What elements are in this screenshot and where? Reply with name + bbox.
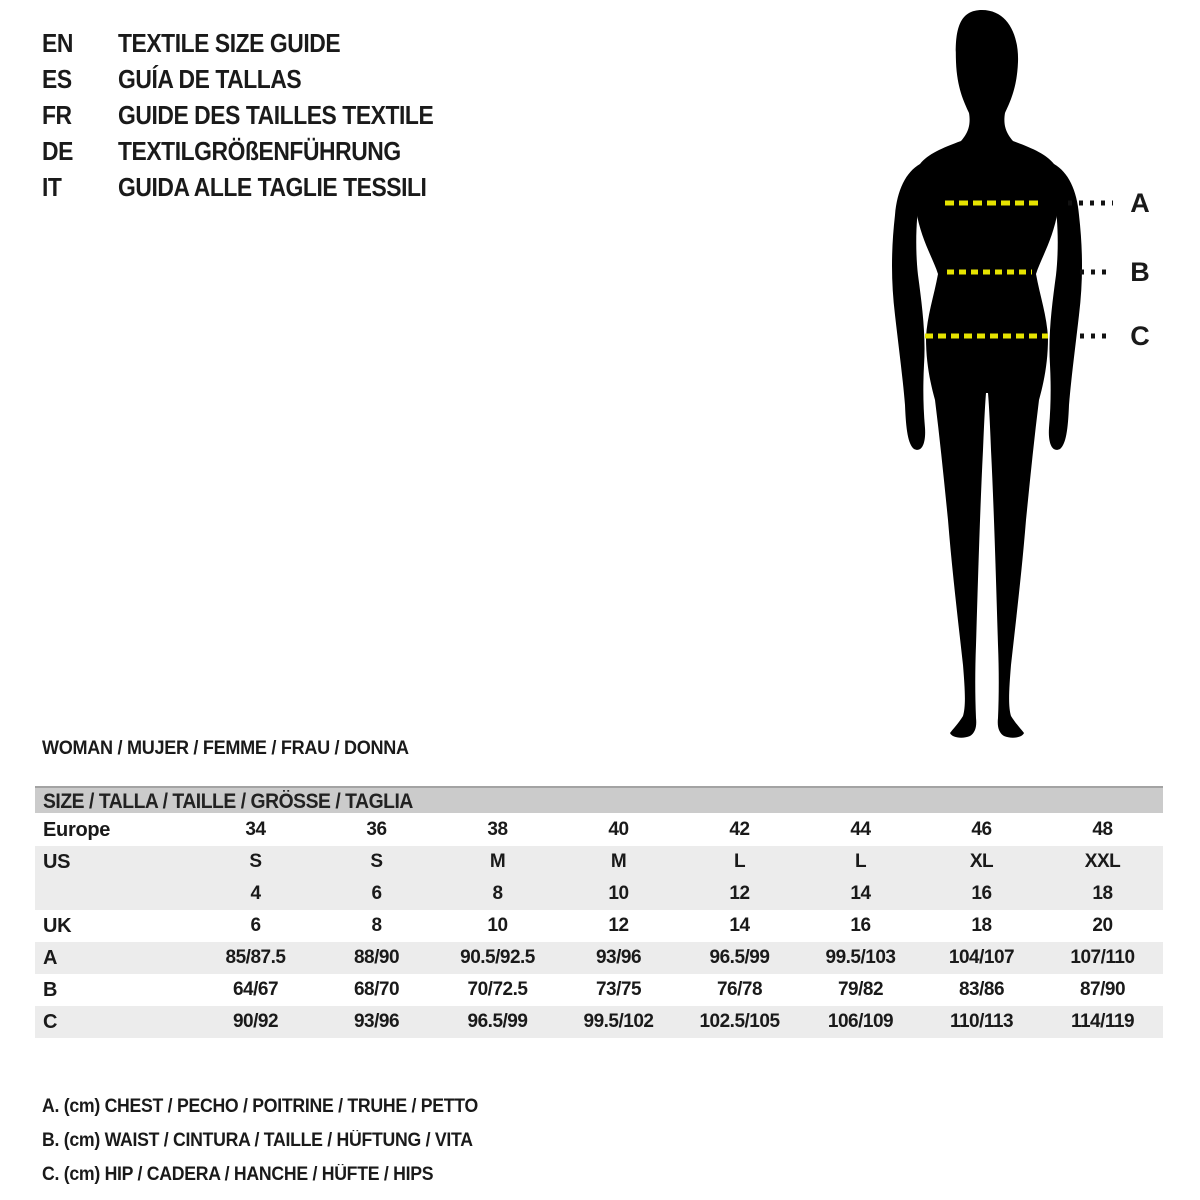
table-cell: 48	[1092, 819, 1113, 840]
legend-waist: B. (cm) WAIST / CINTURA / TAILLE / HÜFTUNG / VITA	[42, 1130, 473, 1151]
language-code: EN	[42, 28, 73, 58]
table-cell: 107/110	[1070, 947, 1135, 968]
table-cell: 36	[366, 819, 387, 840]
table-cell: 4	[250, 883, 261, 904]
row-label: B	[43, 978, 58, 1001]
table-cell: 6	[250, 915, 261, 936]
table-cell: XL	[969, 851, 994, 872]
table-cell: 20	[1092, 915, 1113, 936]
table-cell: 93/96	[595, 947, 642, 968]
table-cell: 46	[971, 819, 992, 840]
marker-label-a: A	[1130, 188, 1150, 218]
language-code: FR	[42, 100, 72, 130]
table-cell: 10	[608, 883, 629, 904]
size-table	[35, 786, 1163, 1038]
table-cell: 16	[971, 883, 992, 904]
table-cell: 76/78	[716, 979, 763, 1000]
table-cell: 88/90	[353, 947, 400, 968]
table-cell: 96.5/99	[709, 947, 770, 968]
table-cell: 99.5/102	[583, 1011, 654, 1032]
table-cell: 83/86	[958, 979, 1005, 1000]
table-row	[35, 1006, 1163, 1038]
table-row	[35, 814, 1163, 846]
table-cell: XXL	[1084, 851, 1121, 872]
table-row	[35, 846, 1163, 878]
table-cell: 16	[850, 915, 871, 936]
table-cell: 34	[245, 819, 266, 840]
table-cell: 99.5/103	[825, 947, 896, 968]
table-cell: M	[489, 851, 506, 872]
language-code: DE	[42, 136, 73, 166]
language-row	[42, 100, 476, 136]
language-row	[42, 172, 476, 208]
table-cell: 12	[608, 915, 629, 936]
measurement-legend	[42, 1090, 511, 1192]
table-cell: 73/75	[595, 979, 642, 1000]
table-cell: 18	[1092, 883, 1113, 904]
table-cell: 64/67	[232, 979, 279, 1000]
table-cell: 90/92	[232, 1011, 279, 1032]
language-code: ES	[42, 64, 72, 94]
table-cell: 40	[608, 819, 629, 840]
row-label: UK	[43, 914, 72, 937]
language-row	[42, 28, 476, 64]
legend-chest: A. (cm) CHEST / PECHO / POITRINE / TRUHE / PETTO	[42, 1096, 478, 1117]
table-cell: 70/72.5	[467, 979, 528, 1000]
table-cell: 18	[971, 915, 992, 936]
table-row	[35, 942, 1163, 974]
section-title: WOMAN / MUJER / FEMME / FRAU / DONNA	[42, 738, 409, 759]
language-row	[42, 64, 476, 100]
language-title: TEXTILE SIZE GUIDE	[118, 28, 341, 58]
row-label: Europe	[43, 818, 111, 841]
legend-hip: C. (cm) HIP / CADERA / HANCHE / HÜFTE / HIPS	[42, 1164, 434, 1185]
table-cell: S	[370, 851, 383, 872]
table-cell: 106/109	[827, 1011, 894, 1032]
table-cell: 14	[729, 915, 750, 936]
language-title: TEXTILGRÖßENFÜHRUNG	[118, 136, 401, 166]
table-cell: 87/90	[1079, 979, 1126, 1000]
table-cell: 104/107	[948, 947, 1015, 968]
marker-label-b: B	[1130, 257, 1150, 287]
table-row	[35, 974, 1163, 1006]
table-cell: M	[610, 851, 627, 872]
table-cell: 6	[371, 883, 382, 904]
size-table-header	[35, 786, 1163, 813]
language-row	[42, 136, 476, 172]
table-cell: 38	[487, 819, 508, 840]
table-cell: 90.5/92.5	[460, 947, 535, 968]
language-code: IT	[42, 172, 62, 202]
table-cell: S	[249, 851, 262, 872]
woman-silhouette-figure	[860, 0, 1200, 740]
row-label: A	[43, 946, 58, 969]
row-label: US	[43, 850, 71, 873]
table-cell: 10	[487, 915, 508, 936]
language-title: GUIDE DES TAILLES TEXTILE	[118, 100, 434, 130]
table-cell: 110/113	[949, 1011, 1014, 1032]
table-cell: 42	[729, 819, 750, 840]
table-cell: 8	[492, 883, 503, 904]
table-cell: 14	[850, 883, 871, 904]
table-cell: 12	[729, 883, 750, 904]
table-cell: 68/70	[353, 979, 400, 1000]
size-table-header-text: SIZE / TALLA / TAILLE / GRÖSSE / TAGLIA	[43, 790, 413, 813]
row-label: C	[43, 1010, 58, 1033]
table-cell: 85/87.5	[225, 947, 286, 968]
table-cell: 8	[371, 915, 382, 936]
table-cell: 93/96	[353, 1011, 400, 1032]
table-cell: 114/119	[1070, 1011, 1135, 1032]
table-row	[35, 910, 1163, 942]
language-title-list	[42, 28, 476, 208]
table-cell: L	[733, 851, 746, 872]
table-cell: L	[854, 851, 867, 872]
language-title: GUIDA ALLE TAGLIE TESSILI	[118, 172, 427, 202]
woman-silhouette-icon	[860, 0, 1200, 740]
marker-label-c: C	[1130, 321, 1150, 351]
table-row	[35, 878, 1163, 910]
table-cell: 79/82	[837, 979, 884, 1000]
language-title: GUÍA DE TALLAS	[118, 64, 302, 94]
table-cell: 96.5/99	[467, 1011, 528, 1032]
table-cell: 44	[850, 819, 871, 840]
table-cell: 102.5/105	[699, 1011, 780, 1032]
size-table-rows	[35, 814, 1163, 1038]
